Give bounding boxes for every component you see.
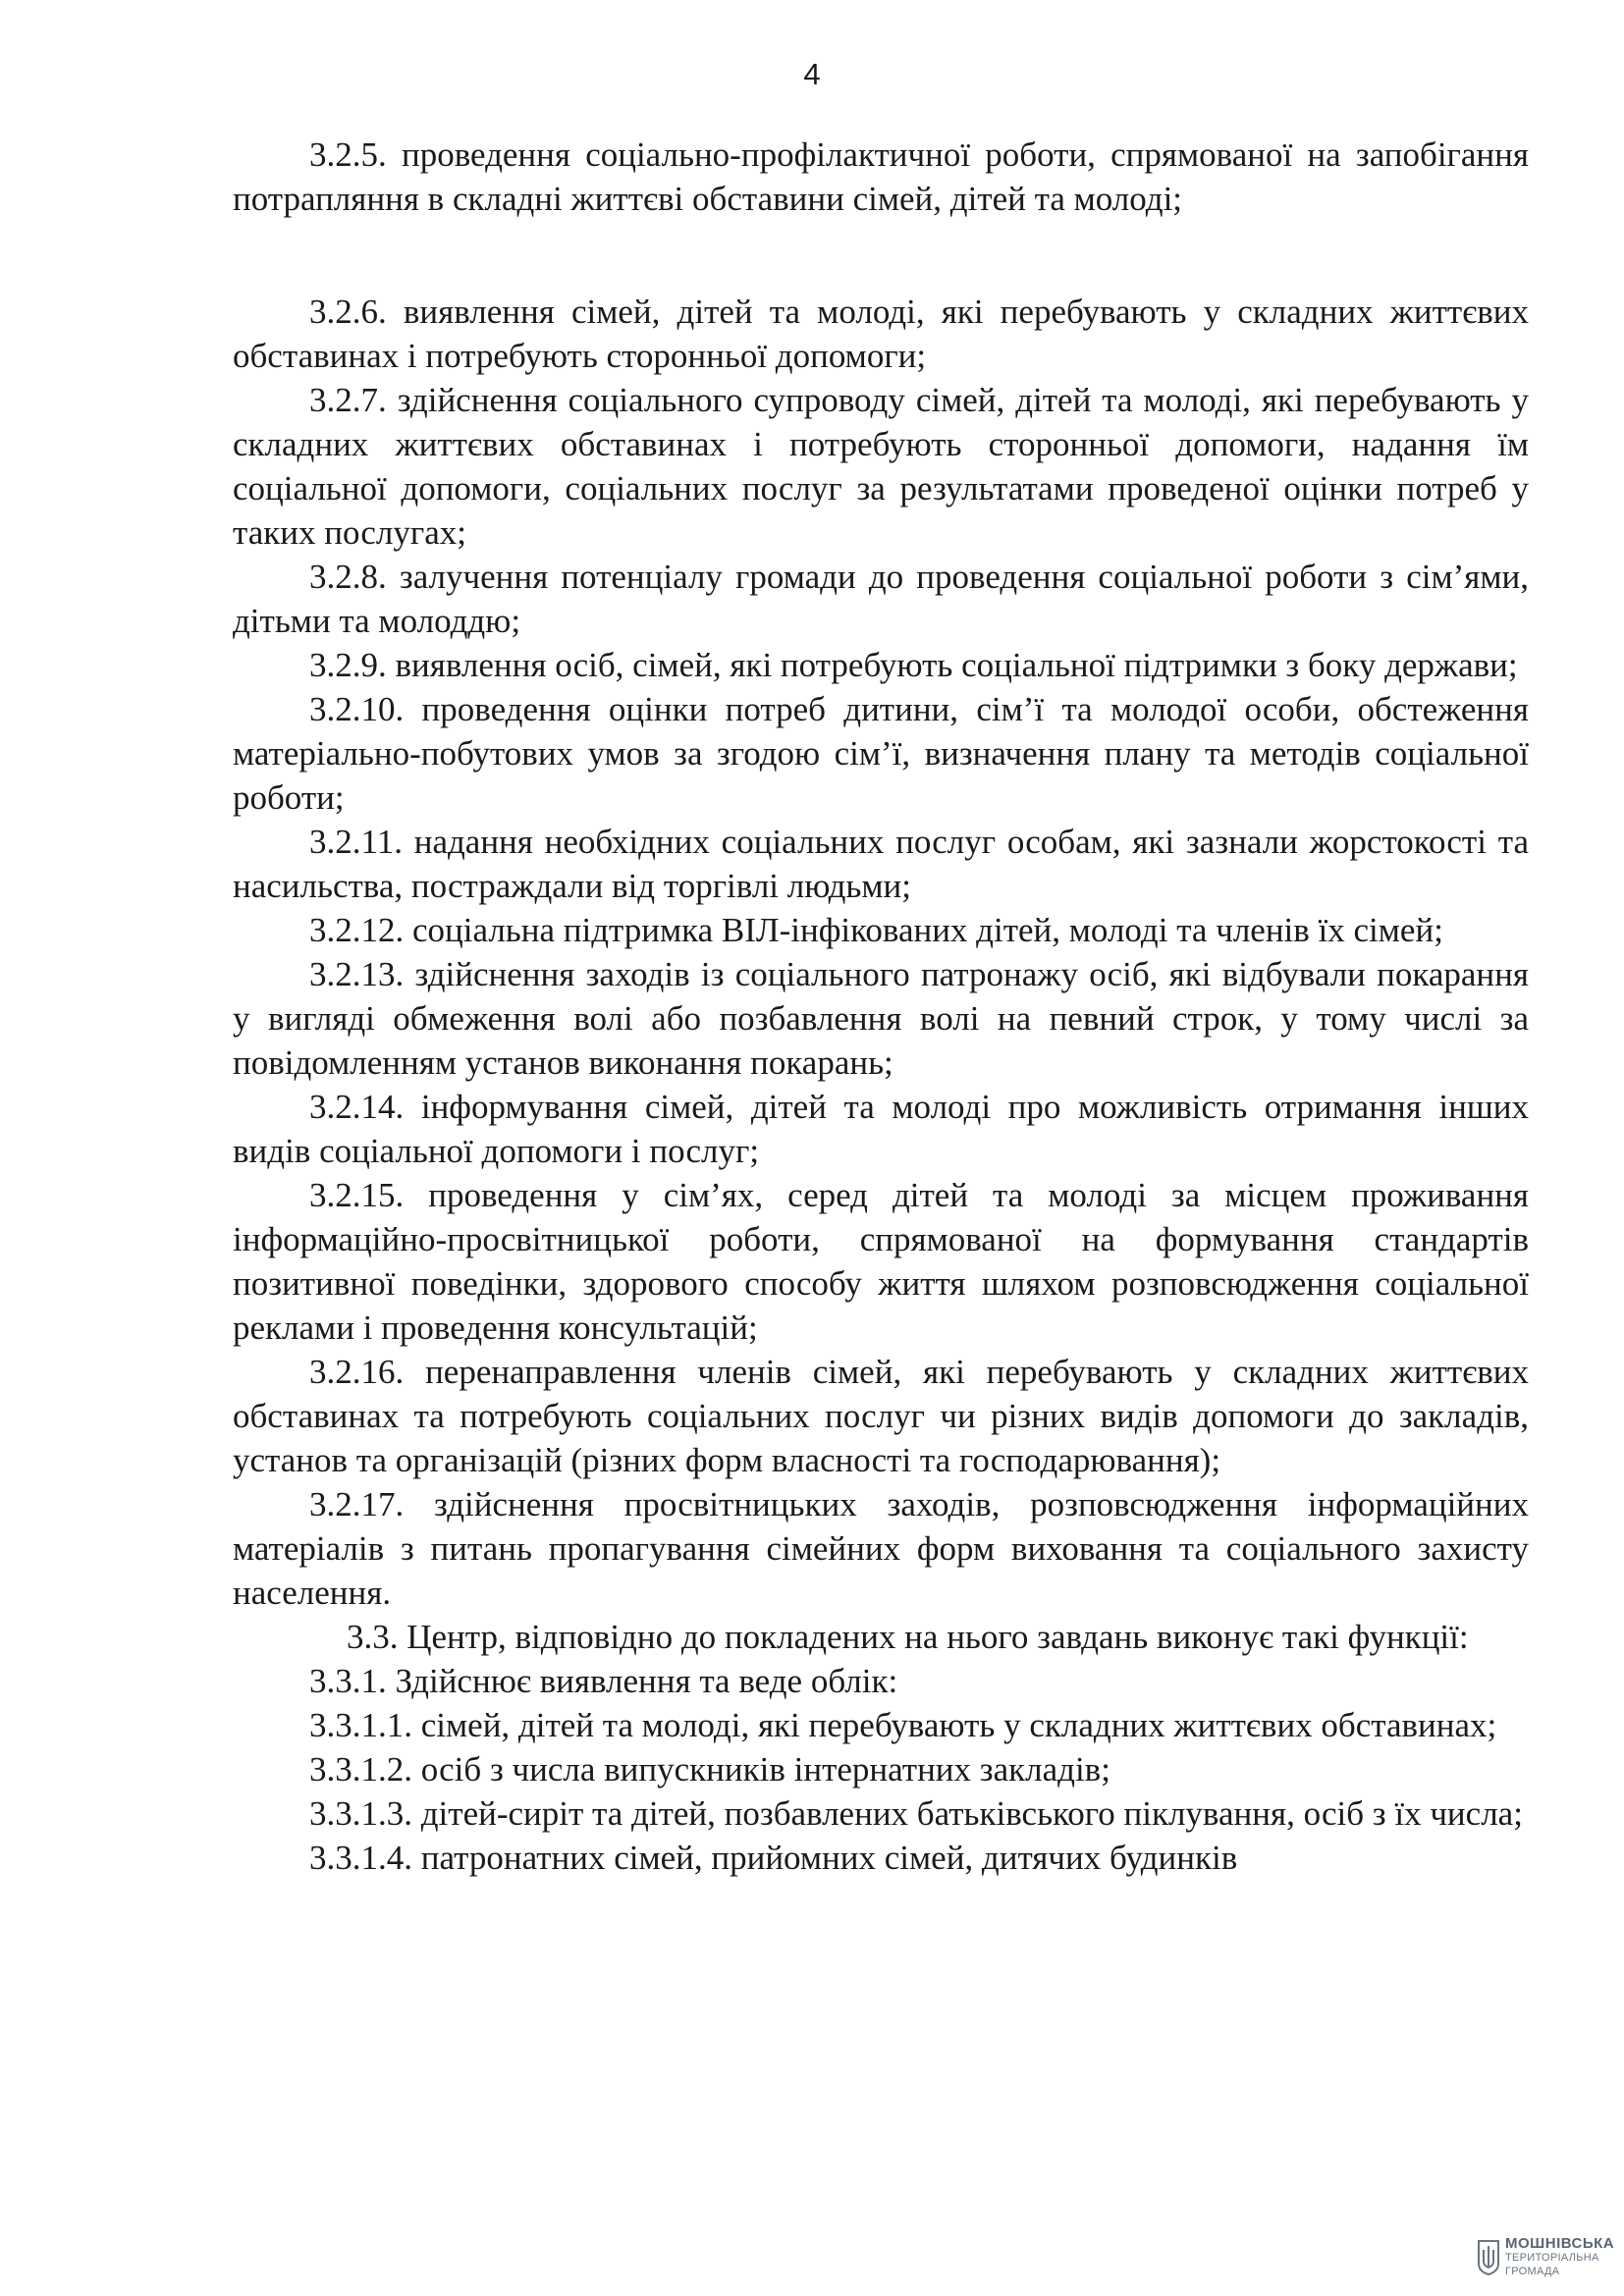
paragraph-3-3-1-1: 3.3.1.1. сімей, дітей та молоді, які перебувають у складних життєвих обставинах; bbox=[309, 1706, 1497, 1744]
paragraph-3-2-11: 3.2.11. надання необхідних соціальних послуг особам, які зазнали жорстокості та насильства, постраждали від торгівлі людьми; bbox=[233, 823, 1529, 905]
paragraph-3-2-7: 3.2.7. здійснення соціального супроводу сімей, дітей та молоді, які перебувають у складних життєвих обставинах і потребують сторонньої допомоги, надання їм соціальної допомоги, соціальних послуг за результатами проведеної оцінки потреб у таких послугах; bbox=[233, 381, 1529, 552]
paragraph-3-2-9: 3.2.9. виявлення осіб, сімей, які потребують соціальної підтримки з боку держави; bbox=[309, 646, 1518, 684]
paragraph-3-2-14: 3.2.14. інформування сімей, дітей та молоді про можливість отримання інших видів соціальної допомоги і послуг; bbox=[233, 1088, 1529, 1170]
document-body bbox=[233, 133, 1529, 1880]
paragraph-3-2-6: 3.2.6. виявлення сімей, дітей та молоді, які перебувають у складних життєвих обставинах і потребують сторонньої допомоги; bbox=[233, 293, 1529, 375]
paragraph-3-3-1: 3.3.1. Здійснює виявлення та веде облік: bbox=[309, 1662, 898, 1700]
logo-title: МОШНІВСЬКА bbox=[1505, 2235, 1615, 2252]
paragraph-3-2-16: 3.2.16. перенаправлення членів сімей, які перебувають у складних життєвих обставинах та потребують соціальних послуг чи різних видів допомоги до закладів, установ та організацій (різних форм власності та господарювання); bbox=[233, 1353, 1529, 1479]
paragraph-3-3-1-3: 3.3.1.3. дітей-сиріт та дітей, позбавлених батьківського піклування, осіб з їх числа; bbox=[309, 1794, 1523, 1833]
paragraph-3-3-1-4: 3.3.1.4. патронатних сімей, прийомних сімей, дитячих будинків bbox=[309, 1839, 1238, 1877]
community-logo bbox=[1478, 2228, 1614, 2287]
logo-text bbox=[1505, 2237, 1614, 2278]
trident-emblem-icon bbox=[1478, 2240, 1499, 2275]
logo-subtitle-2: ГРОМАДА bbox=[1505, 2266, 1560, 2277]
paragraph-3-2-8: 3.2.8. залучення потенціалу громади до проведення соціальної роботи з сім’ями, дітьми та молоддю; bbox=[233, 558, 1529, 640]
paragraph-3-3: 3.3. Центр, відповідно до покладених на нього завдань виконує такі функції: bbox=[347, 1618, 1469, 1656]
paragraph-3-2-17: 3.2.17. здійснення просвітницьких заходів, розповсюдження інформаційних матеріалів з питань пропагування сімейних форм виховання та соціального захисту населення. bbox=[233, 1485, 1529, 1612]
paragraph-3-2-5: 3.2.5. проведення соціально-профілактичної роботи, спрямованої на запобігання потрапляння в складні життєві обставини сімей, дітей та молоді; bbox=[233, 135, 1529, 218]
page-number: 4 bbox=[803, 57, 821, 91]
paragraph-3-2-13: 3.2.13. здійснення заходів із соціального патронажу осіб, які відбували покарання у вигляді обмеження волі або позбавлення волі на певний строк, у тому числі за повідомленням установ виконання покарань; bbox=[233, 955, 1529, 1082]
paragraph-3-2-10: 3.2.10. проведення оцінки потреб дитини, сім’ї та молодої особи, обстеження матеріально-побутових умов за згодою сім’ї, визначення плану та методів соціальної роботи; bbox=[233, 690, 1529, 817]
paragraph-3-2-12: 3.2.12. соціальна підтримка ВІЛ-інфікованих дітей, молоді та членів їх сімей; bbox=[309, 911, 1443, 949]
paragraph-3-3-1-2: 3.3.1.2. осіб з числа випускників інтернатних закладів; bbox=[309, 1750, 1110, 1789]
paragraph-3-2-15: 3.2.15. проведення у сім’ях, серед дітей та молоді за місцем проживання інформаційно-просвітницької роботи, спрямованої на формування стандартів позитивної поведінки, здорового способу життя шляхом розповсюдження соціальної реклами і проведення консультацій; bbox=[233, 1176, 1529, 1347]
logo-subtitle-1: ТЕРИТОРІАЛЬНА bbox=[1505, 2252, 1599, 2264]
